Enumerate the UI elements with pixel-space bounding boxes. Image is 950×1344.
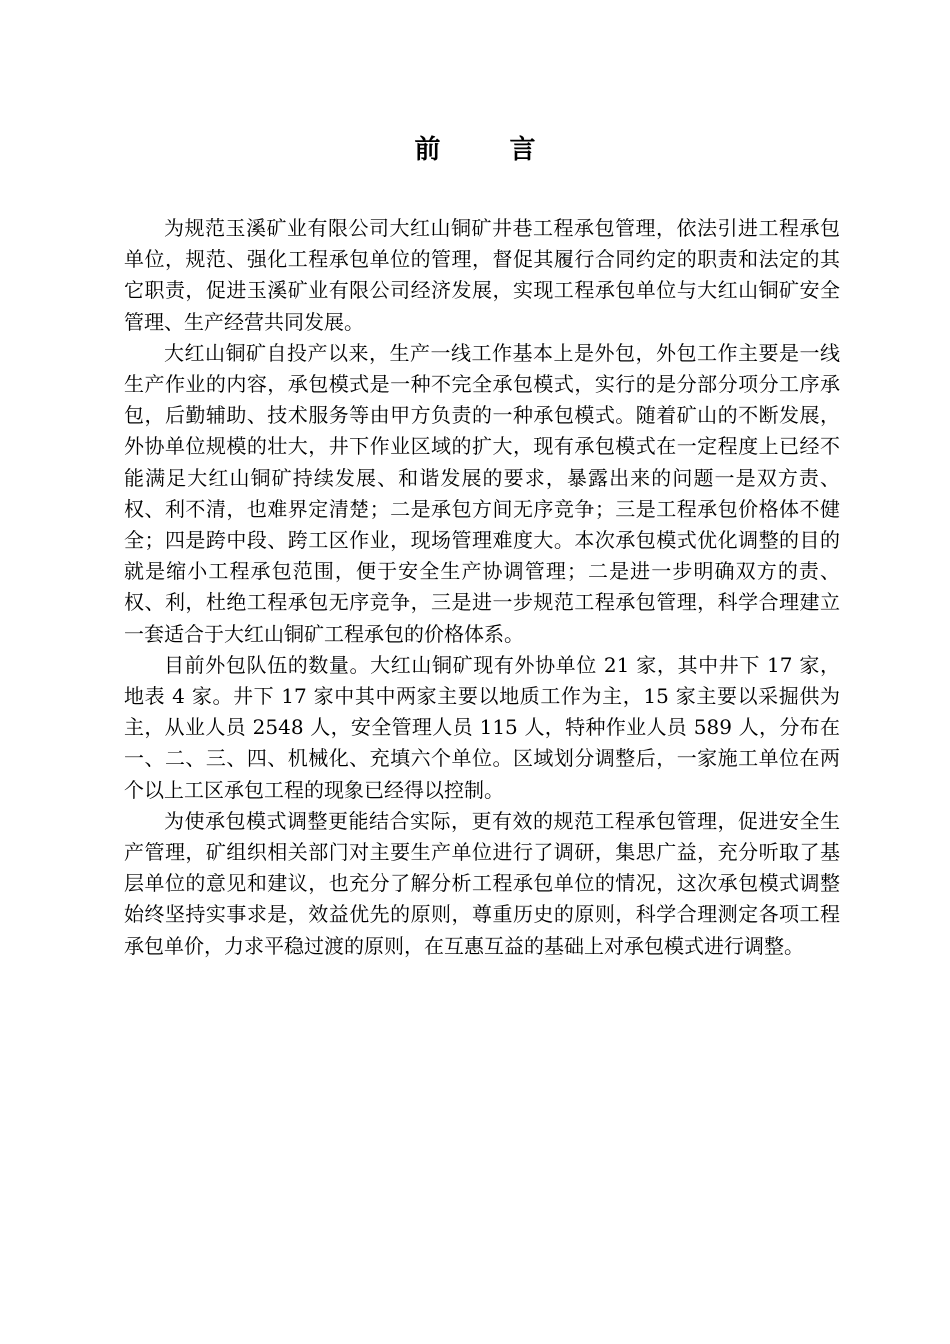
paragraph-2: 大红山铜矿自投产以来，生产一线工作基本上是外包，外包工作主要是一线生产作业的内容，承包模式是一种不完全承包模式，实行的是分部分项分工序承包，后勤辅助、技术服务等由甲方负责的一种承包模式。随着矿山的不断发展，外协单位规模的壮大，井下作业区域的扩大，现有承包模式在一定程度上已经不能满足大红山铜矿持续发展、和谐发展的要求，暴露出来的问题一是双方责、权、利不清，也难界定清楚；二是承包方间无序竞争；三是工程承包价格体不健全；四是跨中段、跨工区作业，现场管理难度大。本次承包模式优化调整的目的就是缩小工程承包范围，便于安全生产协调管理；二是进一步明确双方的责、权、利，杜绝工程承包无序竞争，三是进一步规范工程承包管理，科学合理建立一套适合于大红山铜矿工程承包的价格体系。: [124, 340, 840, 646]
document-body: [124, 213, 840, 962]
paragraph-4: 为使承包模式调整更能结合实际，更有效的规范工程承包管理，促进安全生产管理，矿组织相关部门对主要生产单位进行了调研，集思广益，充分听取了基层单位的意见和建议，也充分了解分析工程承包单位的情况，这次承包模式调整始终坚持实事求是，效益优先的原则，尊重历史的原则，科学合理测定各项工程承包单价，力求平稳过渡的原则，在互惠互益的基础上对承包模式进行调整。: [124, 808, 840, 958]
paragraph-3: 目前外包队伍的数量。大红山铜矿现有外协单位 21 家，其中井下 17 家，地表 4 家。井下 17 家中其中两家主要以地质工作为主，15 家主要以采掘供为主，从业人员 2548 人，安全管理人员 115 人，特种作业人员 589 人，分布在一、二、三、四、机械化、充填六个单位。区域划分调整后，一家施工单位在两个以上工区承包工程的现象已经得以控制。: [124, 652, 840, 802]
paragraph-1: 为规范玉溪矿业有限公司大红山铜矿井巷工程承包管理，依法引进工程承包单位，规范、强化工程承包单位的管理，督促其履行合同约定的职责和法定的其它职责，促进玉溪矿业有限公司经济发展，实现工程承包单位与大红山铜矿安全管理、生产经营共同发展。: [124, 216, 840, 334]
page-title: 前 言: [414, 135, 566, 165]
